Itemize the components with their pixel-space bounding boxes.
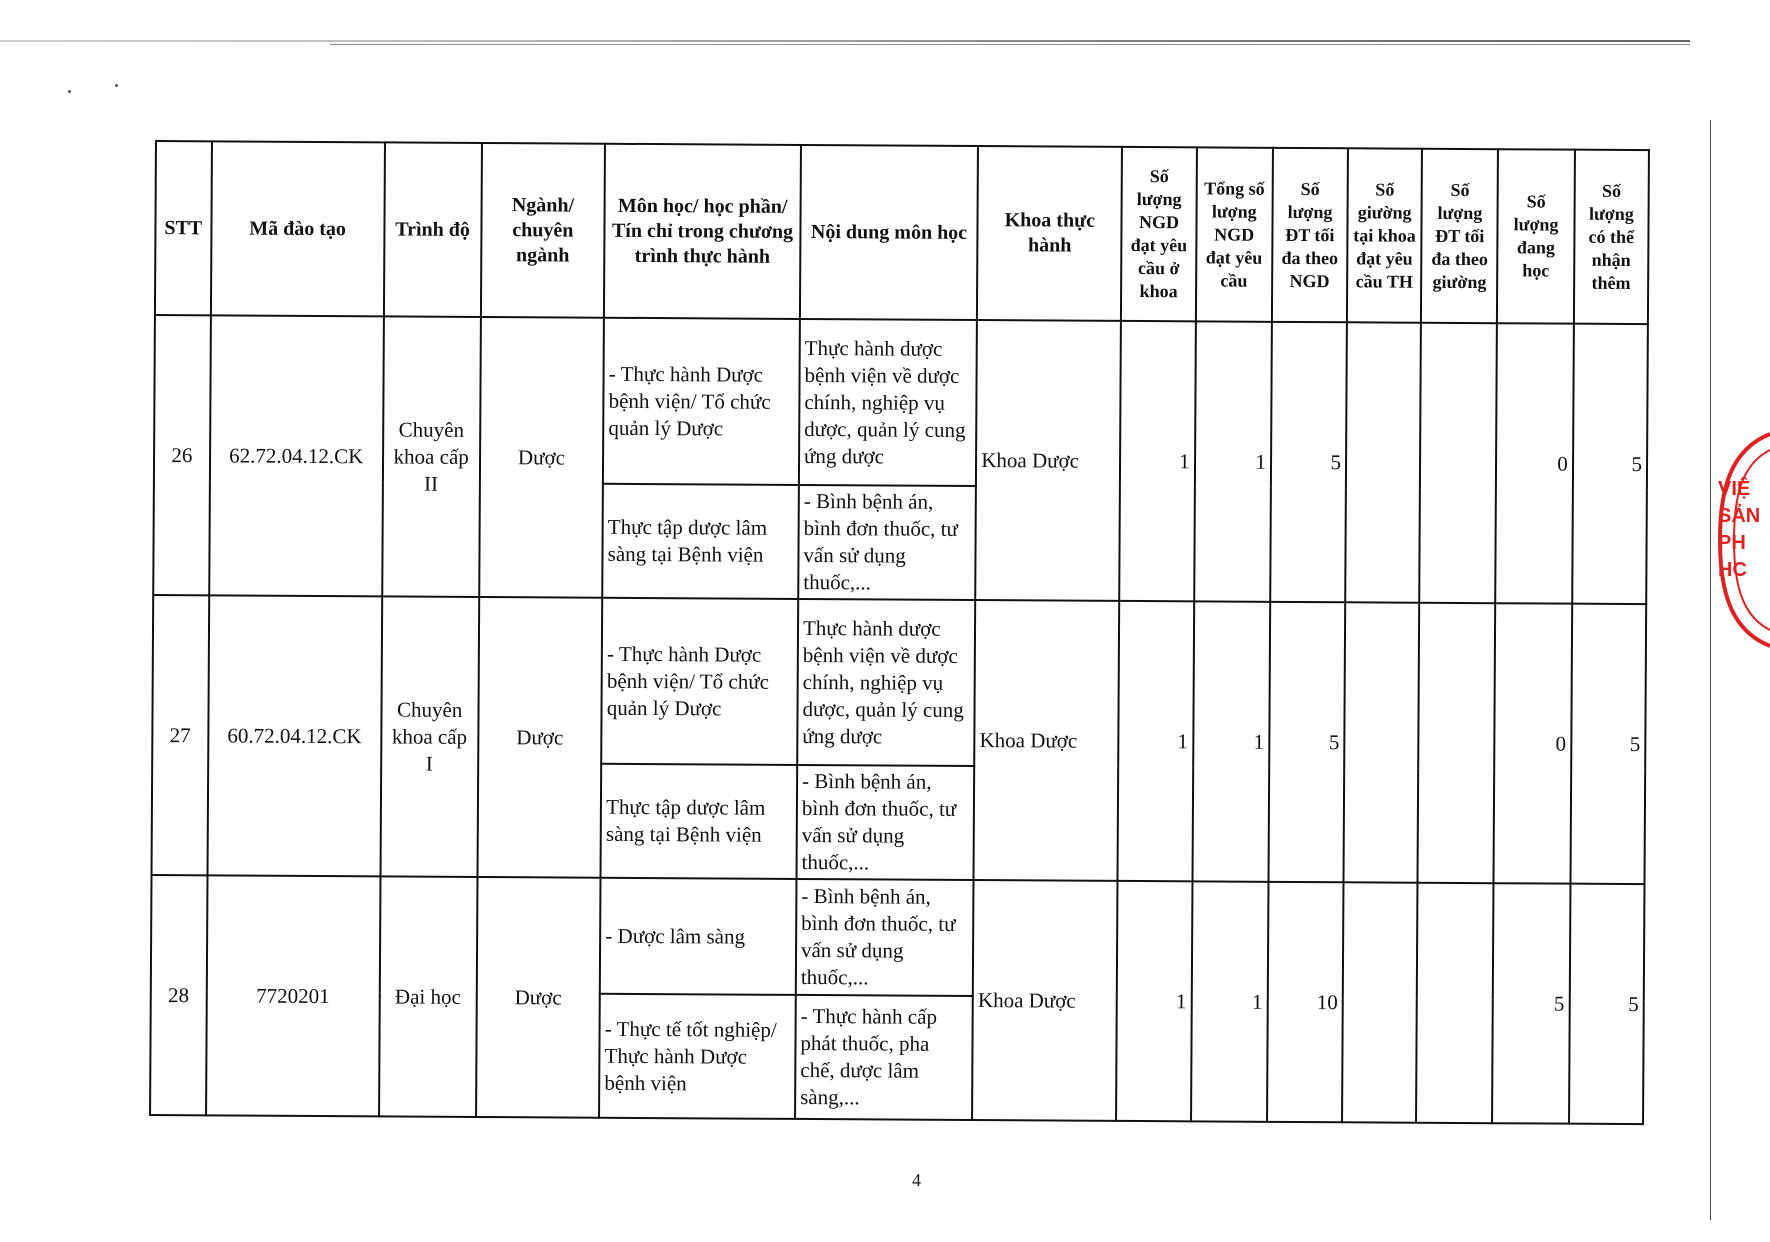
- training-capacity-table: [149, 140, 1650, 1125]
- cell-dt-giuong: [1418, 603, 1496, 883]
- cell-nhan-them: 5: [1569, 884, 1645, 1124]
- cell-noi-dung: - Bình bệnh án, bình đơn thuốc, tư vấn sử dụng thuốc,...: [798, 485, 976, 600]
- cell-sl-ngd: 1: [1118, 601, 1194, 881]
- header-sl-ngd: Số lượng NGD đạt yêu cầu ở khoa: [1121, 147, 1196, 321]
- cell-ma-dao-tao: 62.72.04.12.CK: [209, 315, 384, 596]
- header-row: [155, 141, 1649, 324]
- cell-khoa: Khoa Dược: [974, 600, 1120, 881]
- cell-sl-dt-ngd: 5: [1268, 602, 1345, 882]
- header-nganh: Ngành/ chuyên ngành: [480, 143, 605, 318]
- cell-nhan-them: 5: [1570, 604, 1646, 884]
- stamp-text: PH: [1718, 532, 1746, 554]
- cell-stt: 27: [152, 595, 209, 875]
- cell-sl-ngd: 1: [1116, 881, 1192, 1121]
- cell-sl-dt-ngd: 10: [1267, 882, 1344, 1122]
- header-noi-dung: Nội dung môn học: [800, 145, 978, 320]
- cell-mon-hoc: - Dược lâm sàng: [600, 878, 796, 995]
- header-giuong: Số giường tại khoa đạt yêu cầu TH: [1347, 148, 1422, 322]
- cell-tong-ngd: 1: [1194, 321, 1272, 601]
- cell-noi-dung: - Bình bệnh án, bình đơn thuốc, tư vấn sử dụng thuốc,...: [796, 879, 974, 996]
- cell-noi-dung: - Thực hành cấp phát thuốc, pha chế, dược lâm sàng,...: [795, 995, 973, 1120]
- cell-dang-hoc: 0: [1496, 323, 1574, 603]
- cell-mon-hoc: - Thực tế tốt nghiệp/ Thực hành Dược bệnh viện: [599, 994, 796, 1119]
- cell-sl-dt-ngd: 5: [1270, 322, 1347, 602]
- page-edge-line: [1710, 120, 1711, 1220]
- cell-tong-ngd: 1: [1191, 881, 1269, 1121]
- cell-mon-hoc: - Thực hành Dược bệnh viện/ Tổ chức quản lý Dược: [603, 318, 800, 485]
- scan-speck: [115, 84, 118, 87]
- cell-giuong: [1344, 602, 1420, 882]
- header-sl-dt-ngd: Số lượng ĐT tối đa theo NGD: [1272, 148, 1348, 322]
- header-dt-giuong: Số lượng ĐT tối đa theo giường: [1421, 149, 1498, 323]
- cell-dang-hoc: 5: [1492, 883, 1570, 1123]
- scan-top-rule-2: [330, 44, 1690, 45]
- header-tong-ngd: Tổng số lượng NGD đạt yêu cầu: [1196, 147, 1273, 321]
- header-trinh-do: Trình độ: [384, 142, 482, 317]
- stamp-text: SẢN: [1718, 505, 1761, 527]
- header-nhan-them: Số lượng có thể nhận thêm: [1574, 150, 1649, 324]
- cell-tong-ngd: 1: [1192, 601, 1270, 881]
- cell-mon-hoc: - Thực hành Dược bệnh viện/ Tổ chức quản lý Dược: [601, 598, 798, 765]
- page-number: 4: [912, 1170, 921, 1190]
- scan-top-rule: [0, 40, 1690, 42]
- table-row: [154, 315, 1648, 490]
- cell-nganh: Dược: [479, 317, 604, 598]
- cell-ma-dao-tao: 7720201: [206, 875, 381, 1116]
- cell-giuong: [1345, 322, 1421, 602]
- table-row: [152, 595, 1646, 770]
- cell-nganh: Dược: [477, 597, 602, 878]
- cell-noi-dung: Thực hành dược bệnh viện về dược chính, nghiệp vụ dược, quản lý cung ứng dược: [797, 599, 975, 766]
- header-stt: STT: [155, 141, 212, 315]
- cell-stt: 28: [150, 875, 207, 1115]
- header-khoa: Khoa thực hành: [977, 146, 1122, 321]
- header-mon-hoc: Môn học/ học phần/ Tín chỉ trong chương trình thực hành: [604, 144, 801, 319]
- cell-stt: 26: [153, 315, 210, 595]
- stamp-text: HC: [1718, 559, 1747, 581]
- scan-speck: [68, 90, 71, 93]
- cell-sl-ngd: 1: [1120, 321, 1196, 601]
- cell-dt-giuong: [1416, 883, 1494, 1123]
- cell-noi-dung: - Bình bệnh án, bình đơn thuốc, tư vấn sử dụng thuốc,...: [796, 765, 974, 880]
- cell-dang-hoc: 0: [1494, 603, 1572, 883]
- partial-red-stamp: [1690, 430, 1770, 650]
- cell-nganh: Dược: [476, 877, 601, 1118]
- header-ma-dao-tao: Mã đào tạo: [211, 141, 385, 316]
- header-dang-hoc: Số lượng đang học: [1497, 149, 1574, 323]
- cell-trinh-do: Đại học: [379, 876, 477, 1117]
- cell-mon-hoc: Thực tập dược lâm sàng tại Bệnh viện: [601, 764, 797, 879]
- cell-nhan-them: 5: [1572, 324, 1648, 604]
- table-row: [151, 875, 1645, 1000]
- cell-khoa: Khoa Dược: [972, 880, 1118, 1121]
- stamp-text: VIỆ: [1718, 478, 1751, 500]
- cell-mon-hoc: Thực tập dược lâm sàng tại Bệnh viện: [602, 484, 798, 599]
- cell-trinh-do: Chuyên khoa cấp II: [382, 316, 481, 597]
- cell-khoa: Khoa Dược: [975, 320, 1121, 601]
- cell-trinh-do: Chuyên khoa cấp I: [380, 596, 479, 877]
- cell-dt-giuong: [1419, 323, 1497, 603]
- cell-noi-dung: Thực hành dược bệnh viện về dược chính, nghiệp vụ dược, quản lý cung ứng dược: [799, 319, 977, 486]
- cell-ma-dao-tao: 60.72.04.12.CK: [207, 595, 382, 876]
- cell-giuong: [1342, 882, 1418, 1122]
